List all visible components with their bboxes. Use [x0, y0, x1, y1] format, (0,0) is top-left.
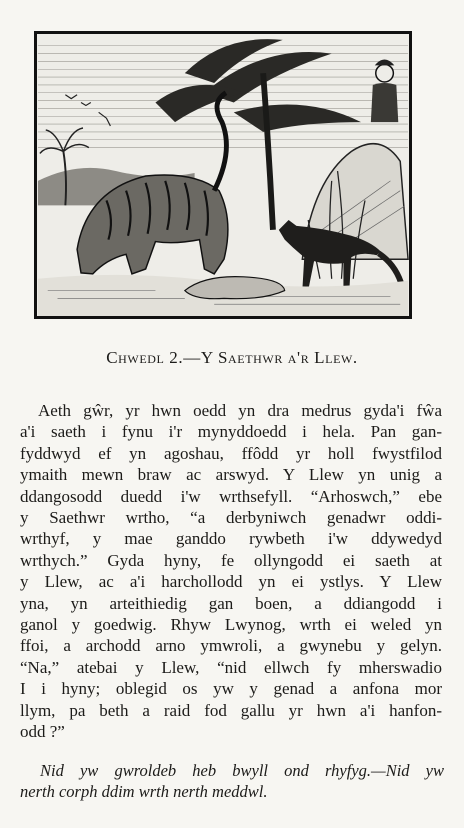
engraving-hunter-lion-fox	[34, 31, 412, 319]
body-line: odd ?”	[20, 722, 65, 742]
body-line: llym, pa beth a raid fod gallu yr hwn a'i hanfon-	[20, 700, 442, 720]
body-line: I i hyny; oblegid os yw y genad a anfona mor	[20, 679, 442, 699]
body-line: wrthyf, y mae ganddo rywbeth i'w ddywedyd	[20, 529, 442, 549]
body-line: fyddwyd ef yn agoshau, ffôdd yr holl fwystfilod	[20, 443, 442, 463]
fable-body	[20, 400, 442, 743]
fable-title: Chwedl 2.—Y Saethwr a'r Llew.	[106, 348, 358, 367]
body-line: y Saethwr wrtho, “a derbyniwch genadwr oddi-	[20, 508, 442, 528]
fable-moral	[20, 760, 444, 802]
body-line: yna, yn arteithiedig gan boen, a ddiangodd i	[20, 593, 442, 613]
body-line: Aeth gŵr, yr hwn oedd yn dra medrus gyda'i fŵa	[38, 401, 442, 420]
body-line: y Llew, ac a'i harchollodd yn ei ystlys. Y Llew	[20, 572, 442, 592]
body-line: ffoi, a archodd arno ymwroli, a gwynebu y gelyn.	[20, 636, 442, 656]
moral-line: Nid yw gwroldeb heb bwyll ond rhyfyg.—Nid yw	[40, 761, 444, 780]
engraving-art	[37, 34, 409, 316]
body-line: ddangosodd duedd i'w wrthsefyll. “Arhoswch,” ebe	[20, 486, 442, 506]
body-line: a'i saeth i fynu i'r mynyddoedd i hela. Pan gan-	[20, 422, 442, 442]
body-line: wrthych.” Gyda hyny, fe ollyngodd ei saeth at	[20, 550, 442, 570]
body-line: ganol y goedwig. Rhyw Lwynog, wrth ei weled yn	[20, 615, 442, 635]
body-line: ymaith mewn braw ac arswyd. Y Llew yn unig a	[20, 465, 442, 485]
fable-heading	[0, 348, 464, 368]
body-line: “Na,” atebai y Llew, “nid ellwch fy mherswadio	[20, 657, 442, 677]
moral-line: nerth corph ddim wrth nerth meddwl.	[20, 782, 268, 801]
